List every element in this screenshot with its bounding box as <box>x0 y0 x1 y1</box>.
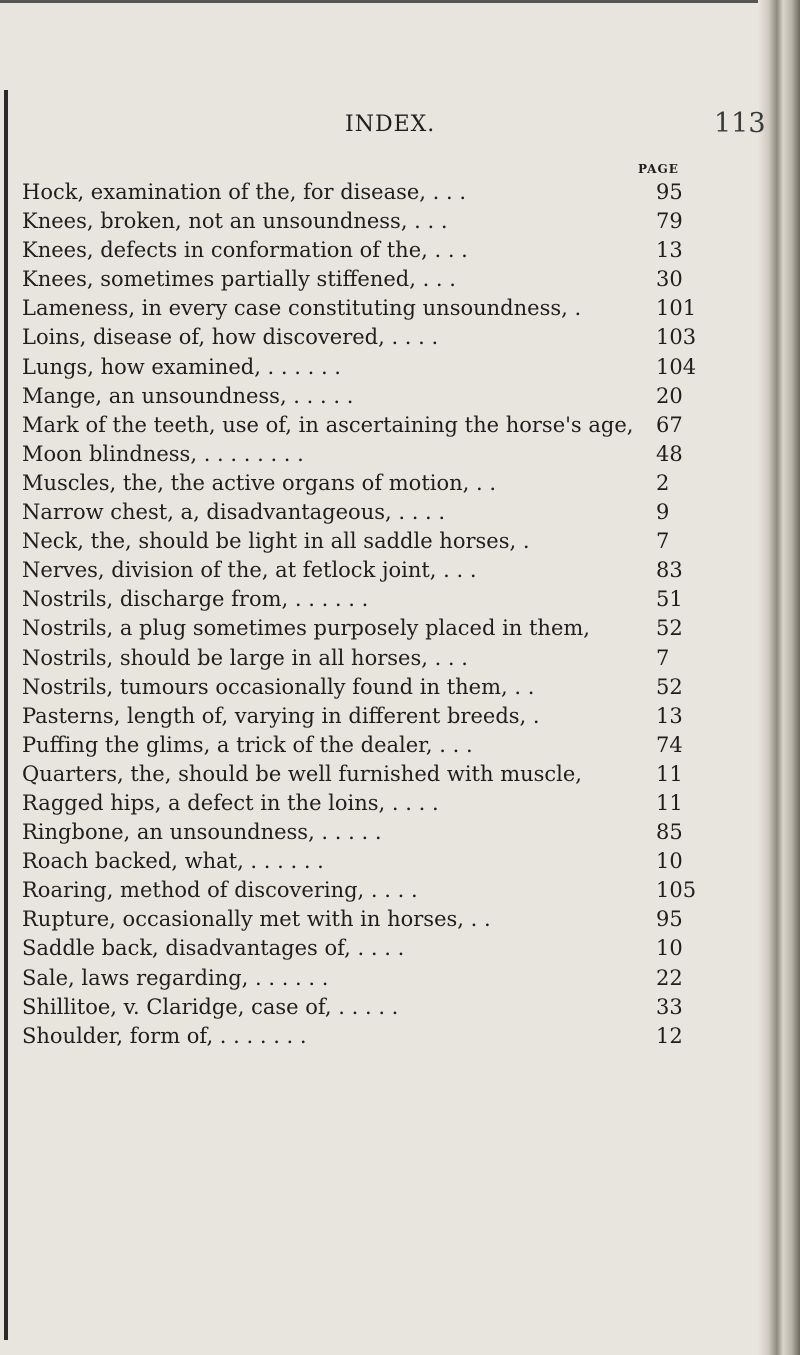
index-entry <box>22 556 762 585</box>
index-entry-page: 95 <box>656 180 683 204</box>
index-entry-term: Mange, an unsoundness, . . . . . <box>22 383 354 408</box>
top-edge-rule <box>0 0 760 3</box>
index-entries <box>22 178 762 1051</box>
index-entry-term: Pasterns, length of, varying in different breeds, . <box>22 703 540 728</box>
index-entry-term: Nostrils, a plug sometimes purposely placed in them, <box>22 616 590 641</box>
index-entry-term: Puffing the glims, a trick of the dealer, . . . <box>22 732 473 757</box>
page-column-label: PAGE <box>638 162 679 176</box>
index-entry-page: 79 <box>656 209 683 234</box>
index-entry-page: 85 <box>656 820 683 845</box>
index-entry-term: Nerves, division of the, at fetlock joint, . . . <box>22 558 477 583</box>
index-entry-term: Knees, sometimes partially stiffened, . . . <box>22 267 456 292</box>
index-entry-term: Roaring, method of discovering, . . . . <box>22 878 418 903</box>
index-entry-page: 30 <box>656 267 683 292</box>
index-entry-page: 10 <box>656 936 683 961</box>
index-entry <box>22 411 762 440</box>
index-entry <box>22 702 762 731</box>
index-entry-term: Lameness, in every case constituting unsoundness, . <box>22 296 582 321</box>
index-entry-page: 101 <box>656 296 697 321</box>
index-entry-term: Nostrils, should be large in all horses, . . . <box>22 645 468 670</box>
index-entry-page: 7 <box>656 529 670 554</box>
index-entry-page: 67 <box>656 412 683 437</box>
index-entry-page: 11 <box>656 761 683 786</box>
index-entry <box>22 469 762 498</box>
index-entry-term: Moon blindness, . . . . . . . . <box>22 441 304 466</box>
index-entry <box>22 818 762 847</box>
index-entry-page: 74 <box>656 732 683 757</box>
left-margin-rule <box>4 90 8 1340</box>
index-entry-term: Lungs, how examined, . . . . . . <box>22 354 341 379</box>
index-entry-page: 2 <box>656 470 670 495</box>
index-entry <box>22 527 762 556</box>
index-entry <box>22 847 762 876</box>
index-entry <box>22 585 762 614</box>
index-entry-term: Loins, disease of, how discovered, . . . . <box>22 325 439 350</box>
running-head: INDEX. <box>345 112 436 137</box>
index-entry-term: Narrow chest, a, disadvantageous, . . . . <box>22 500 446 525</box>
index-entry <box>22 789 762 818</box>
index-entry-page: 9 <box>656 500 670 525</box>
index-entry-term: Nostrils, discharge from, . . . . . . <box>22 587 369 612</box>
index-entry <box>22 1022 762 1051</box>
page-header <box>0 108 800 152</box>
index-entry-term: Ragged hips, a defect in the loins, . . . . <box>22 790 439 815</box>
index-entry-page: 33 <box>656 994 683 1019</box>
index-entry-term: Rupture, occasionally met with in horses, . . <box>22 907 491 932</box>
index-entry-term: Nostrils, tumours occasionally found in them, . . <box>22 674 535 699</box>
index-entry-page: 83 <box>656 558 683 583</box>
index-entry-page: 105 <box>656 878 697 903</box>
index-entry-term: Mark of the teeth, use of, in ascertaining the horse's age, <box>22 412 634 437</box>
index-entry-term: Shillitoe, v. Claridge, case of, . . . . . <box>22 994 399 1019</box>
index-entry-term: Sale, laws regarding, . . . . . . <box>22 965 329 990</box>
index-entry <box>22 236 762 265</box>
index-entry <box>22 178 762 207</box>
index-entry <box>22 905 762 934</box>
index-entry-page: 7 <box>656 645 670 670</box>
index-entry-page: 13 <box>656 703 683 728</box>
index-entry-term: Knees, defects in conformation of the, . . . <box>22 238 468 263</box>
index-entry-page: 48 <box>656 441 683 466</box>
index-entry-term: Hock, examination of the, for disease, . . . <box>22 180 467 204</box>
index-entry <box>22 614 762 643</box>
index-entry <box>22 673 762 702</box>
index-entry-page: 104 <box>656 354 697 379</box>
index-entry-page: 51 <box>656 587 683 612</box>
index-entry <box>22 876 762 905</box>
index-entry-page: 52 <box>656 616 683 641</box>
index-entry <box>22 731 762 760</box>
index-entry-page: 11 <box>656 790 683 815</box>
index-entry <box>22 964 762 993</box>
index-entry-term: Quarters, the, should be well furnished with muscle, <box>22 761 582 786</box>
index-entry <box>22 644 762 673</box>
index-entry <box>22 265 762 294</box>
index-entry <box>22 498 762 527</box>
index-entry-term: Roach backed, what, . . . . . . <box>22 849 324 874</box>
index-entry <box>22 993 762 1022</box>
index-entry-term: Neck, the, should be light in all saddle horses, . <box>22 529 530 554</box>
index-entry-page: 20 <box>656 383 683 408</box>
index-entry-page: 10 <box>656 849 683 874</box>
index-entry <box>22 760 762 789</box>
page-number: 113 <box>714 108 766 139</box>
index-entry-term: Saddle back, disadvantages of, . . . . <box>22 936 405 961</box>
index-entry-term: Knees, broken, not an unsoundness, . . . <box>22 209 448 234</box>
index-entry-term: Muscles, the, the active organs of motion, . . <box>22 470 497 495</box>
index-entry-page: 13 <box>656 238 683 263</box>
index-entry-page: 22 <box>656 965 683 990</box>
index-entry-page: 52 <box>656 674 683 699</box>
index-entry <box>22 440 762 469</box>
index-entry-page: 12 <box>656 1023 683 1048</box>
index-entry <box>22 353 762 382</box>
index-entry <box>22 323 762 352</box>
index-entry <box>22 382 762 411</box>
index-entry <box>22 934 762 963</box>
index-entry-page: 103 <box>656 325 697 350</box>
index-entry-term: Ringbone, an unsoundness, . . . . . <box>22 820 382 845</box>
index-entry-page: 95 <box>656 907 683 932</box>
book-spine-edge <box>758 0 800 1355</box>
index-entry-term: Shoulder, form of, . . . . . . . <box>22 1023 307 1048</box>
index-entry <box>22 207 762 236</box>
index-entry <box>22 294 762 323</box>
